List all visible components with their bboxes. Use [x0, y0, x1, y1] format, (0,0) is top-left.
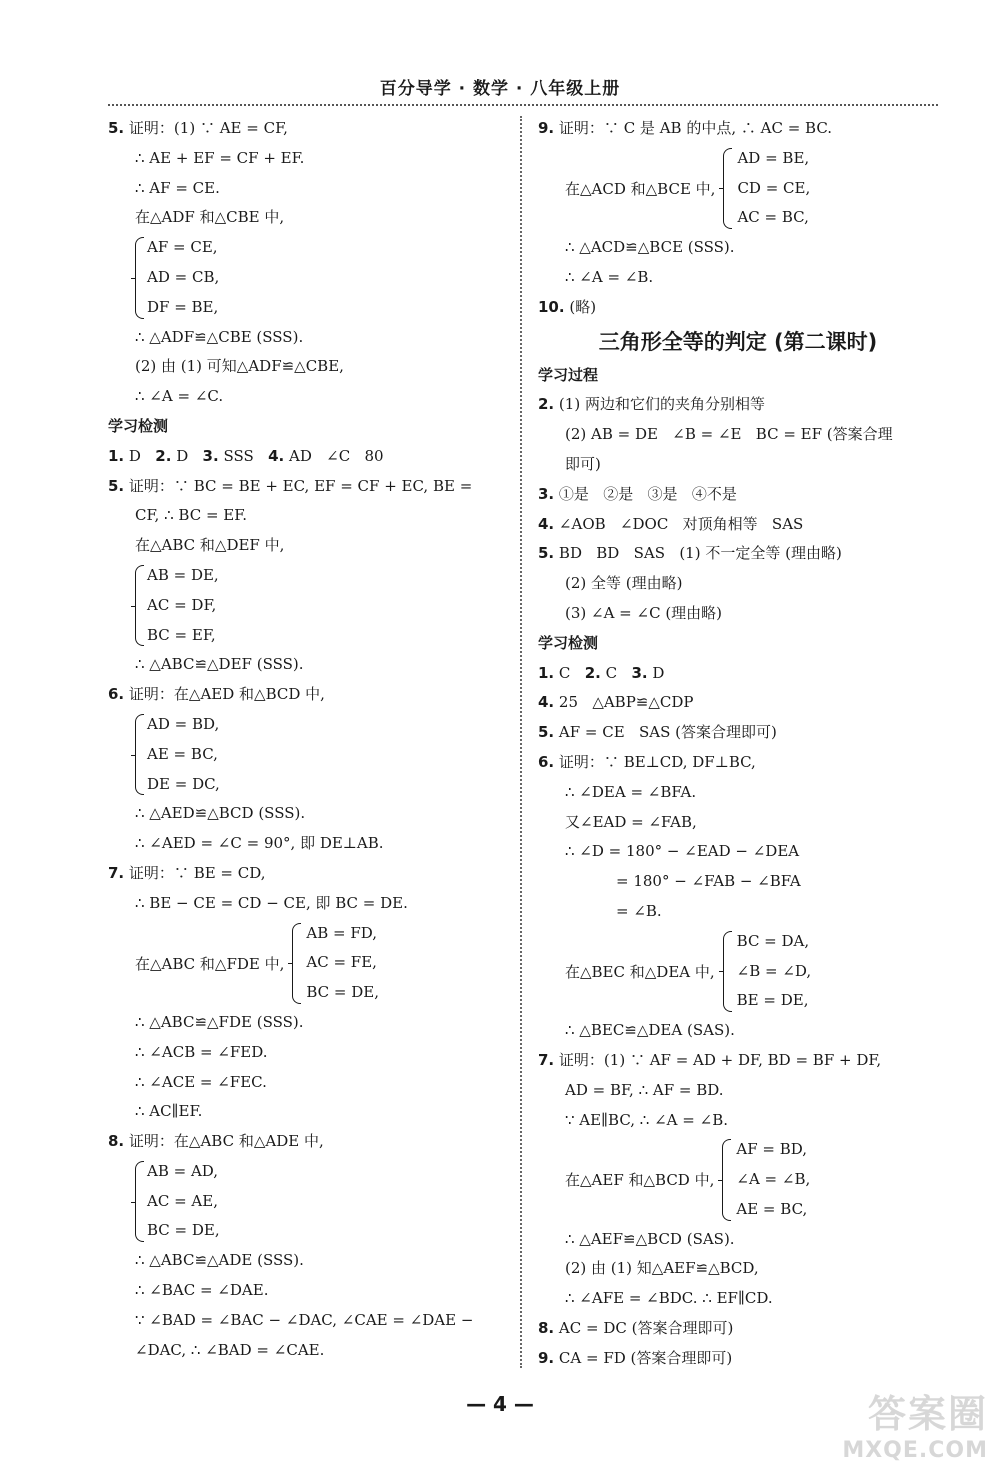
system-line: BC = DE, — [306, 983, 380, 1002]
system-line: AF = BD, — [736, 1140, 808, 1159]
system-line: AD = BE, — [737, 148, 810, 167]
answer-number: 7. — [538, 1050, 555, 1069]
system-line: DE = DC, — [147, 774, 220, 793]
system-line: CD = CE, — [737, 178, 811, 197]
answer-text: D — [652, 663, 665, 682]
check-7-line-1 — [108, 859, 513, 889]
answer-number: 3. — [202, 446, 219, 465]
check-9 — [538, 1344, 938, 1374]
system-line: ∠B = ∠D, — [736, 961, 812, 980]
answer-text: 证明：∵ BC = BE + EC, EF = CF + EC, BE = — [128, 476, 473, 495]
check-7-line-5: (2) 由 (1) 知△AEF≌△BCD, — [565, 1259, 759, 1278]
answer-5-line-2: ∴ AE + EF = CF + EF. — [135, 148, 305, 167]
left-brace — [722, 1139, 731, 1220]
system-line: AE = BC, — [147, 744, 218, 763]
answer-number: 4. — [538, 514, 555, 533]
answer-text: 证明：在△AED 和△BCD 中, — [128, 685, 325, 704]
system-line: AB = DE, — [147, 565, 219, 584]
check-7-line-6: ∴ AC∥EF. — [135, 1102, 203, 1121]
left-brace — [135, 565, 144, 646]
check-7-system — [108, 919, 513, 1008]
system-line: AD = BD, — [147, 714, 220, 733]
answer-number: 8. — [108, 1132, 125, 1151]
check-7-line-2: AD = BF, ∴ AF = BD. — [565, 1080, 724, 1099]
answer-text: 证明：∵ BE = CD, — [128, 863, 266, 882]
answer-number: 6. — [108, 685, 125, 704]
check-7-line-3: ∴ △ABC≌△FDE (SSS). — [135, 1012, 304, 1031]
answer-text: C — [605, 663, 618, 682]
section-heading-check: 学习检测 — [538, 633, 599, 652]
check-6-line-2: ∴ △AED≌△BCD (SSS). — [135, 804, 306, 823]
answer-text: AF = CE SAS (答案合理即可) — [558, 723, 777, 742]
check-5-line-4: ∴ △ABC≌△DEF (SSS). — [135, 655, 304, 674]
answer-number: 9. — [538, 1348, 555, 1367]
check-7-line-1 — [538, 1046, 938, 1076]
check-6-line-7: ∴ △BEC≌△DEA (SAS). — [565, 1021, 735, 1040]
system-line: AB = FD, — [306, 923, 378, 942]
check-6-system — [108, 710, 513, 799]
check-6-line-5: = 180° − ∠FAB − ∠BFA — [616, 872, 801, 891]
system-line: BC = EF, — [147, 625, 216, 644]
section-heading-process: 学习过程 — [538, 365, 599, 384]
check-8-line-5: ∠DAC, ∴ ∠BAD = ∠CAE. — [135, 1340, 325, 1359]
answer-number: 8. — [538, 1319, 555, 1338]
answer-10 — [538, 293, 938, 323]
system-line: AD = CB, — [147, 267, 220, 286]
process-5-line-3: (3) ∠A = ∠C (理由略) — [565, 603, 723, 622]
answer-number: 5. — [538, 544, 555, 563]
answer-text: BD BD SAS (1) 不一定全等 (理由略) — [558, 544, 842, 563]
answer-5-line-5: ∴ △ADF≌△CBE (SSS). — [135, 327, 304, 346]
answer-number: 1. — [538, 663, 555, 682]
answer-text: (1) 两边和它们的夹角分别相等 — [558, 395, 765, 414]
process-3 — [538, 480, 938, 510]
column-divider — [520, 116, 522, 1368]
answer-5-line-3: ∴ AF = CE. — [135, 178, 220, 197]
system-line: DF = BE, — [147, 297, 219, 316]
system-line: AB = AD, — [147, 1161, 219, 1180]
answer-5-system — [108, 233, 513, 322]
check-6-line-4: ∴ ∠D = 180° − ∠EAD − ∠DEA — [565, 842, 800, 861]
check-4 — [538, 688, 938, 718]
check-8-line-1 — [108, 1127, 513, 1157]
system-lead-text: 在△ABC 和△FDE 中, — [135, 954, 285, 973]
answer-number: 4. — [538, 693, 555, 712]
answer-text: 证明：∵ BE⊥CD, DF⊥BC, — [558, 752, 756, 771]
answer-text: 证明：∵ C 是 AB 的中点, ∴ AC = BC. — [558, 119, 833, 137]
system-line: BC = DA, — [736, 931, 810, 950]
check-7-line-6: ∴ ∠AFE = ∠BDC. ∴ EF∥CD. — [565, 1289, 773, 1308]
system-lead-text: 在△ACD 和△BCE 中, — [565, 179, 716, 198]
check-6-line-2: ∴ ∠DEA = ∠BFA. — [565, 782, 697, 801]
answer-text: AD ∠C 80 — [289, 446, 384, 465]
process-5-line-2: (2) 全等 (理由略) — [565, 574, 683, 593]
left-brace — [135, 237, 144, 318]
check-answers-1-3 — [538, 659, 938, 689]
system-line: BE = DE, — [736, 991, 809, 1010]
system-line: ∠A = ∠B, — [736, 1170, 811, 1189]
process-2-line-1 — [538, 390, 938, 420]
answer-text: ①是 ②是 ③是 ④不是 — [558, 484, 737, 503]
answer-text: ∠AOB ∠DOC 对顶角相等 SAS — [558, 514, 804, 533]
check-7-line-2: ∴ BE − CE = CD − CE, 即 BC = DE. — [135, 893, 408, 912]
check-6-line-1 — [538, 748, 938, 778]
answer-5-line-1 — [108, 114, 513, 144]
lesson-title: 三角形全等的判定 (第二课时) — [598, 329, 878, 354]
left-brace — [723, 931, 732, 1012]
check-8-line-3: ∴ ∠BAC = ∠DAE. — [135, 1281, 269, 1300]
check-8-line-2: ∴ △ABC≌△ADE (SSS). — [135, 1251, 304, 1270]
check-6-line-6: = ∠B. — [616, 901, 662, 920]
answer-text: (略) — [569, 297, 597, 316]
right-column — [538, 114, 938, 1374]
check-6-system — [538, 927, 938, 1016]
watermark-logo — [838, 1383, 988, 1463]
answer-9-line-3: ∴ ∠A = ∠B. — [565, 267, 654, 286]
system-line: AC = FE, — [306, 953, 377, 972]
left-brace — [292, 923, 301, 1004]
check-6-line-1 — [108, 680, 513, 710]
answer-text: AC = DC (答案合理即可) — [558, 1319, 734, 1338]
answer-number: 3. — [538, 484, 555, 503]
answer-text: D — [176, 446, 189, 465]
watermark-text-top: 答案圈 — [867, 1392, 988, 1436]
page-number: — 4 — — [466, 1392, 534, 1416]
system-line: AF = CE, — [147, 238, 218, 257]
check-5-line-2: CF, ∴ BC = EF. — [135, 506, 248, 525]
check-7-system — [538, 1135, 938, 1224]
process-2-line-3: 即可) — [565, 454, 601, 473]
answer-number: 2. — [155, 446, 172, 465]
check-5-line-3: 在△ABC 和△DEF 中, — [135, 536, 285, 555]
answer-number: 2. — [538, 395, 555, 414]
check-7-line-3: ∵ AE∥BC, ∴ ∠A = ∠B. — [565, 1110, 728, 1129]
check-5-line-1 — [108, 472, 513, 502]
system-line: BC = DE, — [147, 1221, 220, 1240]
answer-number: 9. — [538, 119, 555, 137]
page-header-title: 百分导学 · 数学 · 八年级上册 — [379, 79, 621, 99]
process-5-line-1 — [538, 539, 938, 569]
left-column — [108, 114, 513, 1365]
answer-9-line-2: ∴ △ACD≌△BCE (SSS). — [565, 238, 735, 257]
answer-text: C — [558, 663, 571, 682]
check-7-line-4: ∴ △AEF≌△BCD (SAS). — [565, 1229, 735, 1248]
answer-5-line-7: ∴ ∠A = ∠C. — [135, 387, 224, 406]
watermark-text-bottom: MXQE.COM — [842, 1438, 988, 1463]
left-brace — [135, 1161, 144, 1242]
answer-text: CA = FD (答案合理即可) — [558, 1348, 733, 1367]
section-heading-check: 学习检测 — [108, 416, 169, 435]
check-answers-1-4 — [108, 442, 513, 472]
process-4 — [538, 510, 938, 540]
answer-9-line-1 — [538, 114, 938, 144]
left-brace — [135, 714, 144, 795]
process-2-line-2: (2) AB = DE ∠B = ∠E BC = EF (答案合理 — [565, 425, 893, 444]
check-7-line-5: ∴ ∠ACE = ∠FEC. — [135, 1072, 267, 1091]
answer-9-system — [538, 144, 938, 233]
answer-number: 5. — [108, 476, 125, 495]
answer-number: 10. — [538, 297, 565, 316]
system-line: AC = BC, — [737, 208, 809, 227]
left-brace — [723, 148, 732, 229]
system-line: AC = AE, — [147, 1191, 218, 1210]
check-6-line-3: ∴ ∠AED = ∠C = 90°, 即 DE⊥AB. — [135, 834, 384, 853]
check-5-system — [108, 561, 513, 650]
answer-5-line-6: (2) 由 (1) 可知△ADF≌△CBE, — [135, 357, 344, 376]
check-8 — [538, 1314, 938, 1344]
answer-number: 7. — [108, 863, 125, 882]
answer-number: 5. — [538, 723, 555, 742]
answer-text: D — [128, 446, 141, 465]
system-line: AE = BC, — [736, 1199, 808, 1218]
check-8-system — [108, 1157, 513, 1246]
answer-number: 6. — [538, 752, 555, 771]
check-8-line-4: ∵ ∠BAD = ∠BAC − ∠DAC, ∠CAE = ∠DAE − — [135, 1310, 474, 1329]
answer-number: 4. — [268, 446, 285, 465]
answer-text: 证明：(1) ∵ AE = CF, — [128, 119, 288, 137]
answer-number: 3. — [631, 663, 648, 682]
header-rule — [108, 104, 938, 106]
check-5 — [538, 718, 938, 748]
system-lead-text: 在△AEF 和△BCD 中, — [565, 1171, 715, 1190]
answer-text: 证明：在△ABC 和△ADE 中, — [128, 1132, 324, 1151]
answer-text: 证明：(1) ∵ AF = AD + DF, BD = BF + DF, — [558, 1050, 882, 1069]
answer-number: 5. — [108, 119, 125, 137]
answer-text: 25 △ABP≌△CDP — [558, 693, 694, 712]
check-6-line-3: 又∠EAD = ∠FAB, — [565, 812, 697, 831]
answer-number: 2. — [584, 663, 601, 682]
answer-text: SSS — [223, 446, 254, 465]
system-line: AC = DF, — [147, 595, 217, 614]
answer-5-line-4: 在△ADF 和△CBE 中, — [135, 208, 285, 227]
answer-number: 1. — [108, 446, 125, 465]
system-lead-text: 在△BEC 和△DEA 中, — [565, 962, 715, 981]
check-7-line-4: ∴ ∠ACB = ∠FED. — [135, 1042, 268, 1061]
